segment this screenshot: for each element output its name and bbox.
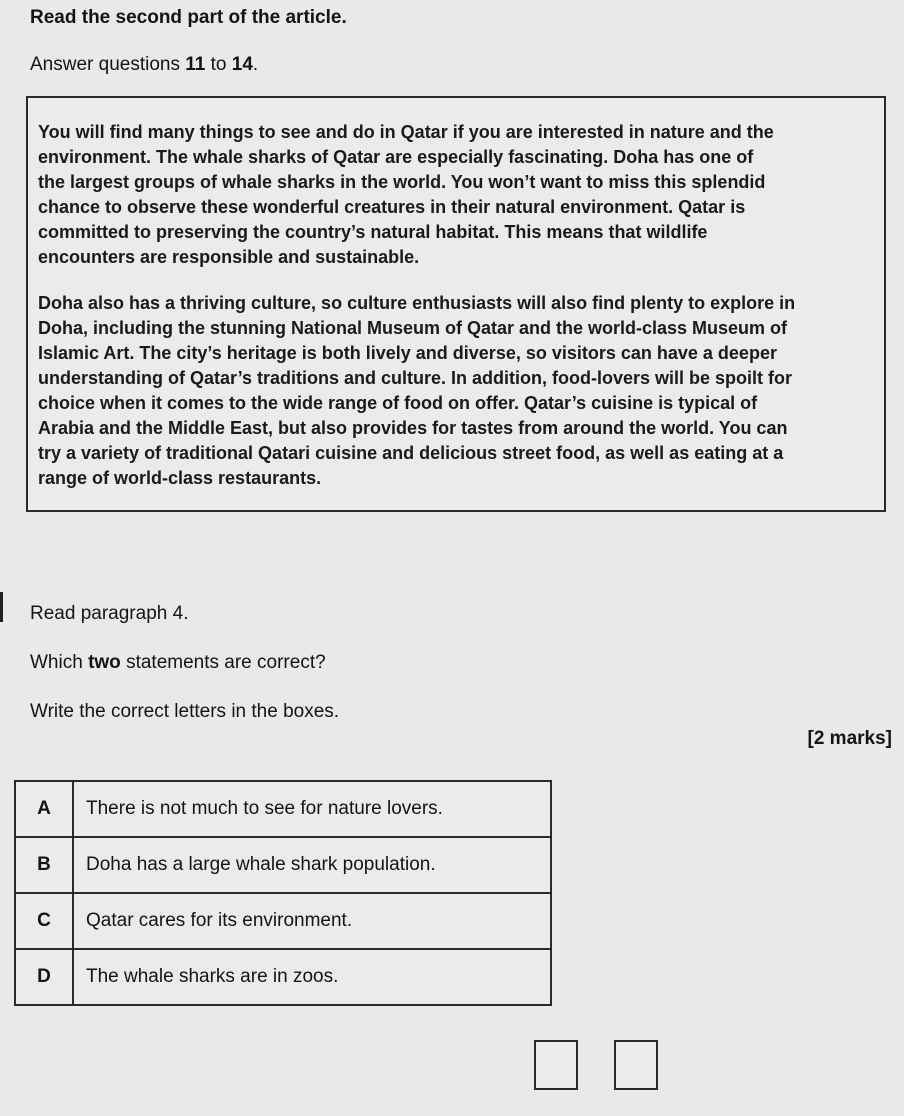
which-prefix: Which <box>30 652 89 673</box>
article-line: range of world-class restaurants. <box>38 468 322 488</box>
article-line: environment. The whale sharks of Qatar are especially fascinating. Doha has one of <box>38 147 754 167</box>
option-row-d <box>15 949 551 1005</box>
option-row-c <box>15 893 551 949</box>
instruction-read-article: Read the second part of the article. <box>30 7 347 28</box>
question-which-two <box>30 652 326 674</box>
instruction-answer-mid: to <box>205 54 232 75</box>
answer-box-2[interactable] <box>614 1040 658 1090</box>
article-line: encounters are responsible and sustainable. <box>38 247 420 267</box>
margin-marker <box>0 592 3 622</box>
question-write-letters: Write the correct letters in the boxes. <box>30 701 340 722</box>
option-letter: C <box>15 893 73 949</box>
option-statement: There is not much to see for nature lovers. <box>73 781 551 837</box>
article-line: Islamic Art. The city’s heritage is both lively and diverse, so visitors can have a deeper <box>38 343 777 363</box>
option-row-b <box>15 837 551 893</box>
option-letter: D <box>15 949 73 1005</box>
article-line: Doha, including the stunning National Museum of Qatar and the world-class Museum of <box>38 318 788 338</box>
instruction-answer-questions <box>30 54 258 76</box>
option-letter: B <box>15 837 73 893</box>
option-row-a <box>15 781 551 837</box>
instruction-answer-suffix: . <box>252 54 259 75</box>
option-letter: A <box>15 781 73 837</box>
article-paragraph-4 <box>38 291 874 491</box>
read-paragraph-prefix: Read paragraph <box>30 603 173 624</box>
option-statement: Qatar cares for its environment. <box>73 893 551 949</box>
question-read-paragraph <box>30 603 188 625</box>
article-line: You will find many things to see and do in Qatar if you are interested in nature and the <box>38 122 774 142</box>
answer-box-1[interactable] <box>534 1040 578 1090</box>
article-line: Doha also has a thriving culture, so culture enthusiasts will also find plenty to explore in <box>38 293 796 313</box>
marks-label: [2 marks] <box>807 728 892 749</box>
article-line: the largest groups of whale sharks in the world. You won’t want to miss this splendid <box>38 172 766 192</box>
article-line: try a variety of traditional Qatari cuisine and delicious street food, as well as eating at a <box>38 443 784 463</box>
which-two-emphasis: two <box>88 652 121 673</box>
options-table <box>14 780 552 1006</box>
article-line: chance to observe these wonderful creatures in their natural environment. Qatar is <box>38 197 746 217</box>
option-statement: The whale sharks are in zoos. <box>73 949 551 1005</box>
article-line: Arabia and the Middle East, but also provides for tastes from around the world. You can <box>38 418 788 438</box>
question-end-number: 14 <box>231 54 253 75</box>
option-statement: Doha has a large whale shark population. <box>73 837 551 893</box>
which-suffix: statements are correct? <box>120 652 326 673</box>
read-paragraph-number: 4 <box>172 603 184 624</box>
article-line: choice when it comes to the wide range of food on offer. Qatar’s cuisine is typical of <box>38 393 758 413</box>
article-line: committed to preserving the country’s natural habitat. This means that wildlife <box>38 222 708 242</box>
article-paragraph-3 <box>38 120 874 270</box>
article-line: understanding of Qatar’s traditions and culture. In addition, food-lovers will be spoilt for <box>38 368 793 388</box>
question-start-number: 11 <box>185 54 206 75</box>
read-paragraph-suffix: . <box>183 603 189 624</box>
article-box <box>26 96 886 512</box>
instruction-answer-prefix: Answer questions <box>30 54 186 75</box>
